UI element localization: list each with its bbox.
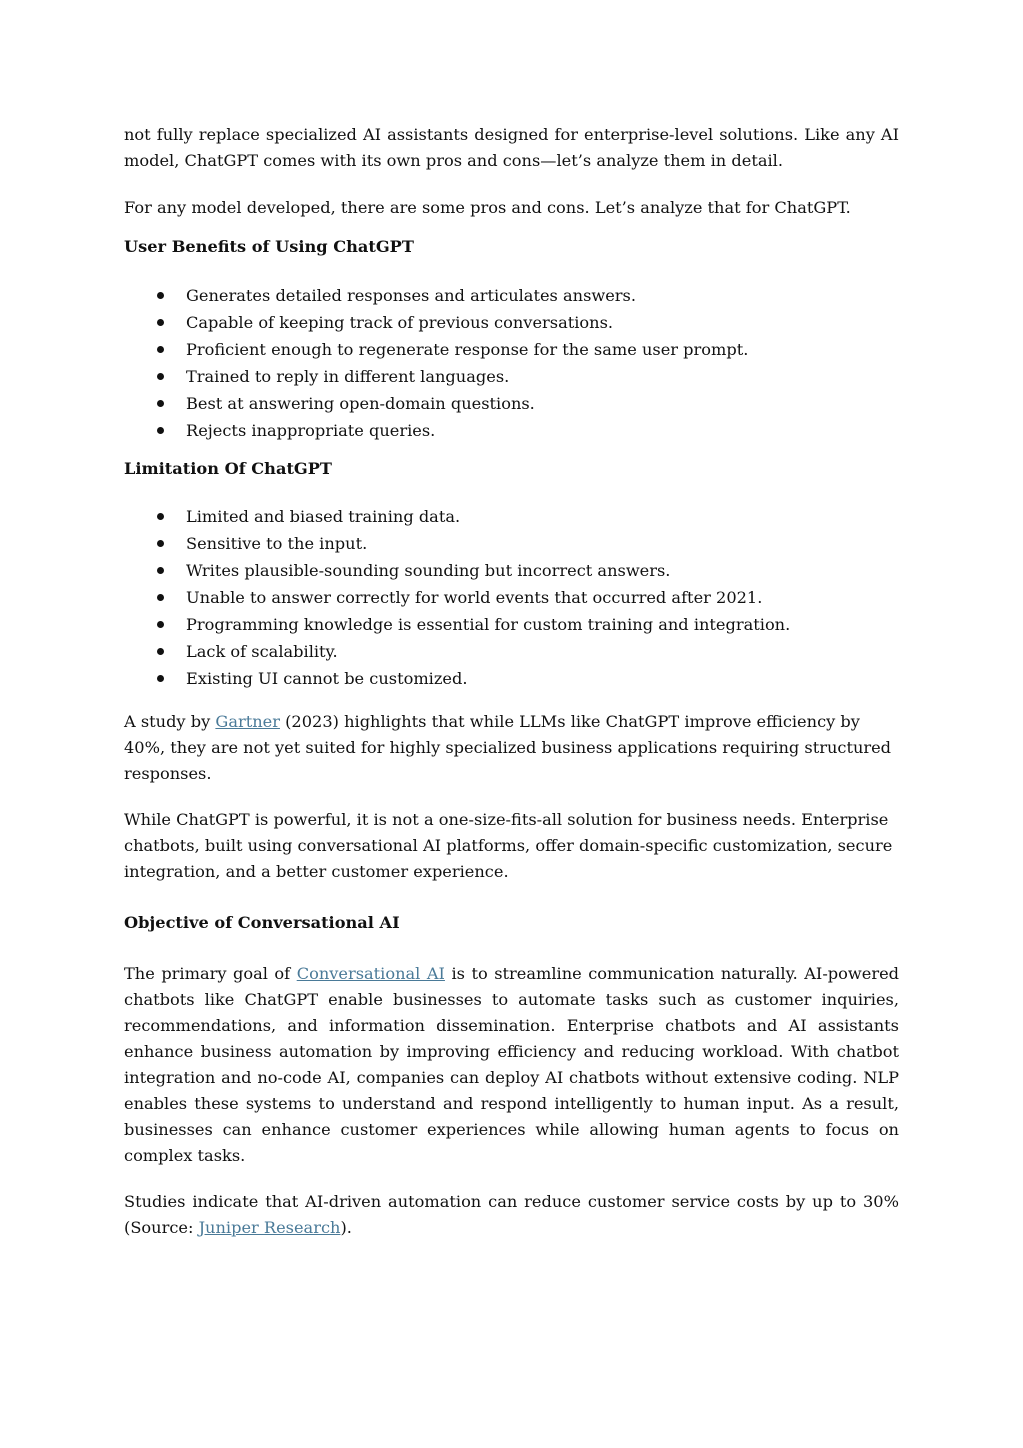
bullet-icon: [157, 319, 164, 326]
list-item: Capable of keeping track of previous conversations.: [124, 309, 899, 336]
objective-paragraph: The primary goal of Conversational AI is to streamline communication naturally. AI-powered chatbots like ChatGPT enable businesses to automate tasks such as customer inquiries, recommendations, and information dissemination. Enterprise chatbots and AI assistants enhance business automation by improving efficiency and reducing workload. With chatbot integration and no-code AI, companies can deploy AI chatbots without extensive coding. NLP enables these systems to understand and respond intelligently to human input. As a result, businesses can enhance customer experiences while allowing human agents to focus on complex tasks.: [124, 964, 900, 1165]
bullet-icon: [157, 292, 164, 299]
intro-paragraph: not fully replace specialized AI assistants designed for enterprise-level solutions. Like any AI model, ChatGPT comes with its own pros and cons—let’s analyze them in detail.: [124, 125, 899, 170]
conversational-ai-link[interactable]: Conversational AI: [296, 964, 445, 983]
study-paragraph: A study by Gartner (2023) highlights that while LLMs like ChatGPT improve efficiency by 40%, they are not yet suited for highly specialized business applications requiring structured responses.: [124, 712, 892, 783]
bullet-icon: [157, 373, 164, 380]
benefits-heading: User Benefits of Using ChatGPT: [124, 237, 414, 256]
objective-heading: Objective of Conversational AI: [124, 913, 400, 932]
benefits-list: [124, 282, 899, 444]
bullet-icon: [157, 675, 164, 682]
studies-paragraph: Studies indicate that AI-driven automation can reduce customer service costs by up to 30% (Source: Juniper Research).: [124, 1192, 899, 1237]
bullet-icon: [157, 621, 164, 628]
document-page: [124, 122, 899, 1241]
bullet-icon: [157, 540, 164, 547]
list-item: Proficient enough to regenerate response for the same user prompt.: [124, 336, 899, 363]
bullet-icon: [157, 594, 164, 601]
gartner-link[interactable]: Gartner: [215, 712, 280, 731]
list-item: Generates detailed responses and articulates answers.: [124, 282, 899, 309]
bullet-icon: [157, 400, 164, 407]
list-item: Programming knowledge is essential for custom training and integration.: [124, 611, 899, 638]
pros-cons-paragraph: For any model developed, there are some pros and cons. Let’s analyze that for ChatGPT.: [124, 198, 851, 217]
bullet-icon: [157, 648, 164, 655]
bullet-icon: [157, 567, 164, 574]
juniper-research-link[interactable]: Juniper Research: [198, 1218, 341, 1237]
limitations-list: [124, 503, 899, 692]
list-item: Rejects inappropriate queries.: [124, 417, 899, 444]
bullet-icon: [157, 427, 164, 434]
enterprise-paragraph: While ChatGPT is powerful, it is not a one-size-fits-all solution for business needs. Enterprise chatbots, built using conversational AI platforms, offer domain-specific customization, secure integration, and a better customer experience.: [124, 810, 893, 881]
list-item: Limited and biased training data.: [124, 503, 899, 530]
list-item: Best at answering open-domain questions.: [124, 390, 899, 417]
list-item: Existing UI cannot be customized.: [124, 665, 899, 692]
list-item: Lack of scalability.: [124, 638, 899, 665]
list-item: Unable to answer correctly for world events that occurred after 2021.: [124, 584, 899, 611]
limitations-heading: Limitation Of ChatGPT: [124, 459, 332, 478]
list-item: Sensitive to the input.: [124, 530, 899, 557]
list-item: Trained to reply in different languages.: [124, 363, 899, 390]
list-item: Writes plausible-sounding sounding but incorrect answers.: [124, 557, 899, 584]
bullet-icon: [157, 513, 164, 520]
bullet-icon: [157, 346, 164, 353]
